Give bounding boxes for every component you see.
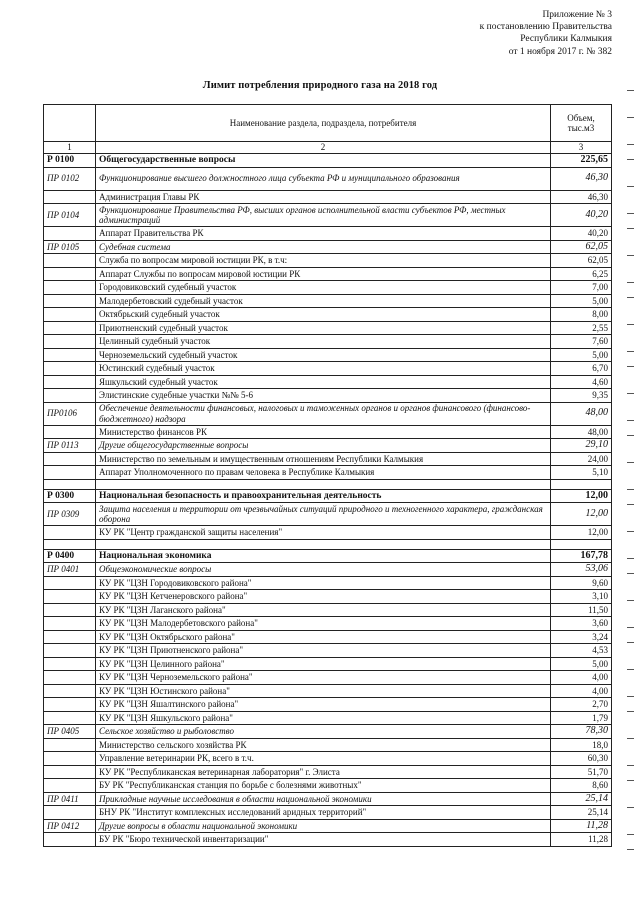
row-code-cell <box>44 806 96 820</box>
blank-row <box>44 479 612 489</box>
row-value-cell: 2,70 <box>551 698 612 712</box>
table-row <box>44 833 612 847</box>
row-code-cell: ПР 0105 <box>44 240 96 254</box>
row-code-cell <box>44 452 96 466</box>
row-name-cell: КУ РК "Центр гражданской защиты населения" <box>96 526 551 540</box>
table-row <box>44 819 612 833</box>
table-row <box>44 657 612 671</box>
row-code-cell <box>44 590 96 604</box>
table-row <box>44 590 612 604</box>
table-row <box>44 503 612 526</box>
row-value-cell: 5,10 <box>551 466 612 480</box>
row-name-cell: КУ РК "ЦЗН Целинного района" <box>96 657 551 671</box>
row-name-cell: КУ РК "ЦЗН Приютненского района" <box>96 644 551 658</box>
row-name-cell: Элистинские судебные участки №№ 5-6 <box>96 389 551 403</box>
row-name-cell <box>96 539 551 549</box>
row-code-cell <box>44 348 96 362</box>
row-value-cell: 7,00 <box>551 281 612 295</box>
scan-tick-mark <box>627 213 634 214</box>
row-name-cell: КУ РК "ЦЗН Кетченеровского района" <box>96 590 551 604</box>
row-code-cell <box>44 657 96 671</box>
scan-tick-mark <box>627 117 634 118</box>
row-code-cell: ПР 0405 <box>44 725 96 739</box>
row-value-cell: 5,00 <box>551 348 612 362</box>
table-row <box>44 489 612 503</box>
row-name-cell: Национальная экономика <box>96 549 551 563</box>
row-value-cell: 12,00 <box>551 489 612 503</box>
row-code-cell <box>44 698 96 712</box>
row-value-cell: 12,00 <box>551 503 612 526</box>
column-number-3: 3 <box>551 142 612 154</box>
row-code-cell <box>44 630 96 644</box>
table-row <box>44 204 612 227</box>
row-name-cell: Юстинский судебный участок <box>96 362 551 376</box>
scan-tick-mark <box>627 711 634 712</box>
row-name-cell <box>96 479 551 489</box>
header-name-cell: Наименование раздела, подраздела, потребителя <box>96 105 551 142</box>
table-row <box>44 190 612 204</box>
scan-edge-marks <box>624 90 634 890</box>
scan-tick-mark <box>627 144 634 145</box>
row-value-cell: 51,70 <box>551 765 612 779</box>
row-value-cell: 3,10 <box>551 590 612 604</box>
row-code-cell <box>44 684 96 698</box>
row-code-cell <box>44 539 96 549</box>
row-code-cell: ПР 0113 <box>44 439 96 453</box>
table-row <box>44 167 612 190</box>
row-code-cell <box>44 375 96 389</box>
table-row <box>44 402 612 425</box>
gas-limit-table-body <box>44 105 612 847</box>
table-row <box>44 765 612 779</box>
row-name-cell: Другие общегосударственные вопросы <box>96 439 551 453</box>
row-code-cell <box>44 765 96 779</box>
scan-tick-mark <box>627 531 634 532</box>
row-value-cell: 29,10 <box>551 439 612 453</box>
table-row <box>44 563 612 577</box>
row-code-cell <box>44 254 96 268</box>
row-code-cell <box>44 752 96 766</box>
row-value-cell: 6,70 <box>551 362 612 376</box>
row-value-cell: 2,55 <box>551 321 612 335</box>
row-value-cell <box>551 539 612 549</box>
row-value-cell: 8,60 <box>551 779 612 793</box>
scan-tick-mark <box>627 642 634 643</box>
row-value-cell: 9,60 <box>551 576 612 590</box>
table-row <box>44 576 612 590</box>
table-row <box>44 779 612 793</box>
row-value-cell: 8,00 <box>551 308 612 322</box>
row-name-cell: Общегосударственные вопросы <box>96 154 551 168</box>
table-row <box>44 617 612 631</box>
row-name-cell: Служба по вопросам мировой юстиции РК, в т.ч: <box>96 254 551 268</box>
table-row <box>44 698 612 712</box>
table-row <box>44 684 612 698</box>
scan-tick-mark <box>627 738 634 739</box>
table-row <box>44 711 612 725</box>
row-value-cell: 3,60 <box>551 617 612 631</box>
column-number-row <box>44 142 612 154</box>
table-row <box>44 671 612 685</box>
row-name-cell: КУ РК "ЦЗН Черноземельского района" <box>96 671 551 685</box>
row-name-cell: БУ РК "Бюро технической инвентаризации" <box>96 833 551 847</box>
row-value-cell: 4,53 <box>551 644 612 658</box>
row-value-cell: 78,30 <box>551 725 612 739</box>
scan-tick-mark <box>627 849 634 850</box>
scan-tick-mark <box>627 228 634 229</box>
row-value-cell: 167,78 <box>551 549 612 563</box>
row-code-cell <box>44 644 96 658</box>
row-code-cell <box>44 321 96 335</box>
row-value-cell: 3,24 <box>551 630 612 644</box>
row-name-cell: Обеспечение деятельности финансовых, налоговых и таможенных органов и органов финансового (финансово-бюджетного) надзора <box>96 402 551 425</box>
row-name-cell: Аппарат Службы по вопросам мировой юстиции РК <box>96 267 551 281</box>
header-value-cell: Объем, тыс.м3 <box>551 105 612 142</box>
scan-tick-mark <box>627 393 634 394</box>
row-code-cell <box>44 738 96 752</box>
row-value-cell: 12,00 <box>551 526 612 540</box>
scan-tick-mark <box>627 669 634 670</box>
approval-line-3: Республики Калмыкия <box>520 34 612 45</box>
row-name-cell: БУ РК "Республиканская станция по борьбе с болезнями животных" <box>96 779 551 793</box>
table-row <box>44 806 612 820</box>
row-code-cell <box>44 479 96 489</box>
row-name-cell: Министерство сельского хозяйства РК <box>96 738 551 752</box>
row-code-cell <box>44 190 96 204</box>
row-name-cell: Приютненский судебный участок <box>96 321 551 335</box>
row-value-cell: 11,50 <box>551 603 612 617</box>
row-code-cell <box>44 227 96 241</box>
table-row <box>44 281 612 295</box>
row-name-cell: Администрация Главы РК <box>96 190 551 204</box>
row-code-cell <box>44 617 96 631</box>
scan-tick-mark <box>627 297 634 298</box>
row-name-cell: КУ РК "ЦЗН Лаганского района" <box>96 603 551 617</box>
table-row <box>44 452 612 466</box>
table-row <box>44 308 612 322</box>
row-value-cell: 11,28 <box>551 833 612 847</box>
row-name-cell: Октябрьский судебный участок <box>96 308 551 322</box>
scan-tick-mark <box>627 807 634 808</box>
row-name-cell: КУ РК "ЦЗН Яшалтинского района" <box>96 698 551 712</box>
row-name-cell: КУ РК "ЦЗН Октябрьского района" <box>96 630 551 644</box>
row-code-cell <box>44 833 96 847</box>
row-value-cell: 4,00 <box>551 671 612 685</box>
row-value-cell <box>551 479 612 489</box>
table-row <box>44 267 612 281</box>
row-code-cell: ПР 0309 <box>44 503 96 526</box>
scan-tick-mark <box>627 780 634 781</box>
row-value-cell: 18,0 <box>551 738 612 752</box>
row-value-cell: 40,20 <box>551 204 612 227</box>
row-code-cell <box>44 308 96 322</box>
header-code-cell <box>44 105 96 142</box>
scan-tick-mark <box>627 834 634 835</box>
table-header-row <box>44 105 612 142</box>
row-code-cell <box>44 466 96 480</box>
row-code-cell <box>44 335 96 349</box>
row-value-cell: 48,00 <box>551 402 612 425</box>
row-value-cell: 7,60 <box>551 335 612 349</box>
row-name-cell: Защита населения и территории от чрезвычайных ситуаций природного и техногенного характера, гражданская оборона <box>96 503 551 526</box>
column-number-2: 2 <box>96 142 551 154</box>
scan-tick-mark <box>627 324 634 325</box>
row-value-cell: 60,30 <box>551 752 612 766</box>
table-row <box>44 154 612 168</box>
table-row <box>44 644 612 658</box>
row-name-cell: БНУ РК "Институт комплексных исследований аридных территорий" <box>96 806 551 820</box>
scan-tick-mark <box>627 765 634 766</box>
scan-tick-mark <box>627 462 634 463</box>
scan-tick-mark <box>627 504 634 505</box>
row-name-cell: Национальная безопасность и правоохранительная деятельность <box>96 489 551 503</box>
row-name-cell: Министерство финансов РК <box>96 425 551 439</box>
table-row <box>44 425 612 439</box>
scan-tick-mark <box>627 159 634 160</box>
row-value-cell: 11,28 <box>551 819 612 833</box>
scan-tick-mark <box>627 627 634 628</box>
scan-tick-mark <box>627 255 634 256</box>
row-name-cell: Городовиковский судебный участок <box>96 281 551 295</box>
row-value-cell: 46,30 <box>551 190 612 204</box>
scan-tick-mark <box>627 282 634 283</box>
row-code-cell <box>44 711 96 725</box>
scan-tick-mark <box>627 573 634 574</box>
row-name-cell: Яшкульский судебный участок <box>96 375 551 389</box>
row-code-cell <box>44 389 96 403</box>
approval-line-4: от 1 ноября 2017 г. № 382 <box>508 46 612 57</box>
row-value-cell: 46,30 <box>551 167 612 190</box>
document-title: Лимит потребления природного газа на 2018 год <box>202 80 438 91</box>
table-row <box>44 526 612 540</box>
table-row <box>44 335 612 349</box>
scan-tick-mark <box>627 351 634 352</box>
row-code-cell: ПР 0401 <box>44 563 96 577</box>
blank-row <box>44 539 612 549</box>
row-name-cell: КУ РК "ЦЗН Яшкульского района" <box>96 711 551 725</box>
row-code-cell <box>44 576 96 590</box>
row-name-cell: Функционирование высшего должностного лица субъекта РФ и муниципального образования <box>96 167 551 190</box>
row-code-cell <box>44 779 96 793</box>
row-name-cell: КУ РК "ЦЗН Городовиковского района" <box>96 576 551 590</box>
row-code-cell: ПР 0412 <box>44 819 96 833</box>
row-value-cell: 25,14 <box>551 792 612 806</box>
row-code-cell: Р 0400 <box>44 549 96 563</box>
row-name-cell: Малодербетовский судебный участок <box>96 294 551 308</box>
scan-tick-mark <box>627 90 634 91</box>
row-name-cell: Аппарат Уполномоченного по правам человека в Республике Калмыкия <box>96 466 551 480</box>
row-value-cell: 24,00 <box>551 452 612 466</box>
table-row <box>44 603 612 617</box>
row-value-cell: 25,14 <box>551 806 612 820</box>
approval-line-2: к постановлению Правительства <box>479 22 612 33</box>
row-name-cell: Прикладные научные исследования в области национальной экономики <box>96 792 551 806</box>
row-code-cell <box>44 281 96 295</box>
scan-tick-mark <box>627 600 634 601</box>
row-value-cell: 62,05 <box>551 240 612 254</box>
table-row <box>44 321 612 335</box>
gas-limit-table <box>43 104 612 847</box>
row-value-cell: 40,20 <box>551 227 612 241</box>
scan-tick-mark <box>627 186 634 187</box>
table-row <box>44 792 612 806</box>
row-code-cell <box>44 294 96 308</box>
table-row <box>44 630 612 644</box>
row-name-cell: Сельское хозяйство и рыболовство <box>96 725 551 739</box>
row-name-cell: Функционирование Правительства РФ, высших органов исполнительной власти субъектов РФ, местных администраций <box>96 204 551 227</box>
row-code-cell: Р 0300 <box>44 489 96 503</box>
row-code-cell <box>44 362 96 376</box>
table-row <box>44 348 612 362</box>
table-row <box>44 362 612 376</box>
table-row <box>44 240 612 254</box>
table-row <box>44 738 612 752</box>
approval-stamp-block <box>480 9 612 58</box>
scan-tick-mark <box>627 366 634 367</box>
row-code-cell: ПР 0411 <box>44 792 96 806</box>
scan-tick-mark <box>627 489 634 490</box>
table-row <box>44 725 612 739</box>
table-row <box>44 549 612 563</box>
row-name-cell: КУ РК "Республиканская ветеринарная лаборатория" г. Элиста <box>96 765 551 779</box>
row-code-cell: ПР 0104 <box>44 204 96 227</box>
row-value-cell: 62,05 <box>551 254 612 268</box>
row-name-cell: Судебная система <box>96 240 551 254</box>
row-name-cell: Аппарат Правительства РК <box>96 227 551 241</box>
row-value-cell: 48,00 <box>551 425 612 439</box>
row-value-cell: 9,35 <box>551 389 612 403</box>
row-code-cell <box>44 671 96 685</box>
row-name-cell: Целинный судебный участок <box>96 335 551 349</box>
row-name-cell: Общеэкономические вопросы <box>96 563 551 577</box>
row-name-cell: Другие вопросы в области национальной экономики <box>96 819 551 833</box>
row-value-cell: 1,79 <box>551 711 612 725</box>
table-row <box>44 439 612 453</box>
row-code-cell <box>44 603 96 617</box>
row-value-cell: 5,00 <box>551 294 612 308</box>
scan-tick-mark <box>627 420 634 421</box>
scan-tick-mark <box>627 696 634 697</box>
table-row <box>44 254 612 268</box>
row-name-cell: Управление ветеринарии РК, всего в т.ч. <box>96 752 551 766</box>
row-value-cell: 5,00 <box>551 657 612 671</box>
row-name-cell: КУ РК "ЦЗН Малодербетовского района" <box>96 617 551 631</box>
row-value-cell: 225,65 <box>551 154 612 168</box>
row-code-cell: Р 0100 <box>44 154 96 168</box>
column-number-1: 1 <box>44 142 96 154</box>
row-name-cell: КУ РК "ЦЗН Юстинского района" <box>96 684 551 698</box>
row-code-cell: ПР 0102 <box>44 167 96 190</box>
table-row <box>44 227 612 241</box>
row-value-cell: 53,06 <box>551 563 612 577</box>
table-row <box>44 294 612 308</box>
table-row <box>44 466 612 480</box>
row-code-cell <box>44 267 96 281</box>
table-row <box>44 752 612 766</box>
row-code-cell <box>44 425 96 439</box>
row-value-cell: 4,60 <box>551 375 612 389</box>
row-value-cell: 4,00 <box>551 684 612 698</box>
row-code-cell <box>44 526 96 540</box>
row-name-cell: Черноземельский судебный участок <box>96 348 551 362</box>
row-code-cell: ПР0106 <box>44 402 96 425</box>
row-value-cell: 6,25 <box>551 267 612 281</box>
scan-tick-mark <box>627 558 634 559</box>
table-row <box>44 375 612 389</box>
approval-line-1: Приложение № 3 <box>542 10 612 20</box>
table-row <box>44 389 612 403</box>
scan-tick-mark <box>627 435 634 436</box>
row-name-cell: Министерство по земельным и имущественным отношениям Республики Калмыкия <box>96 452 551 466</box>
